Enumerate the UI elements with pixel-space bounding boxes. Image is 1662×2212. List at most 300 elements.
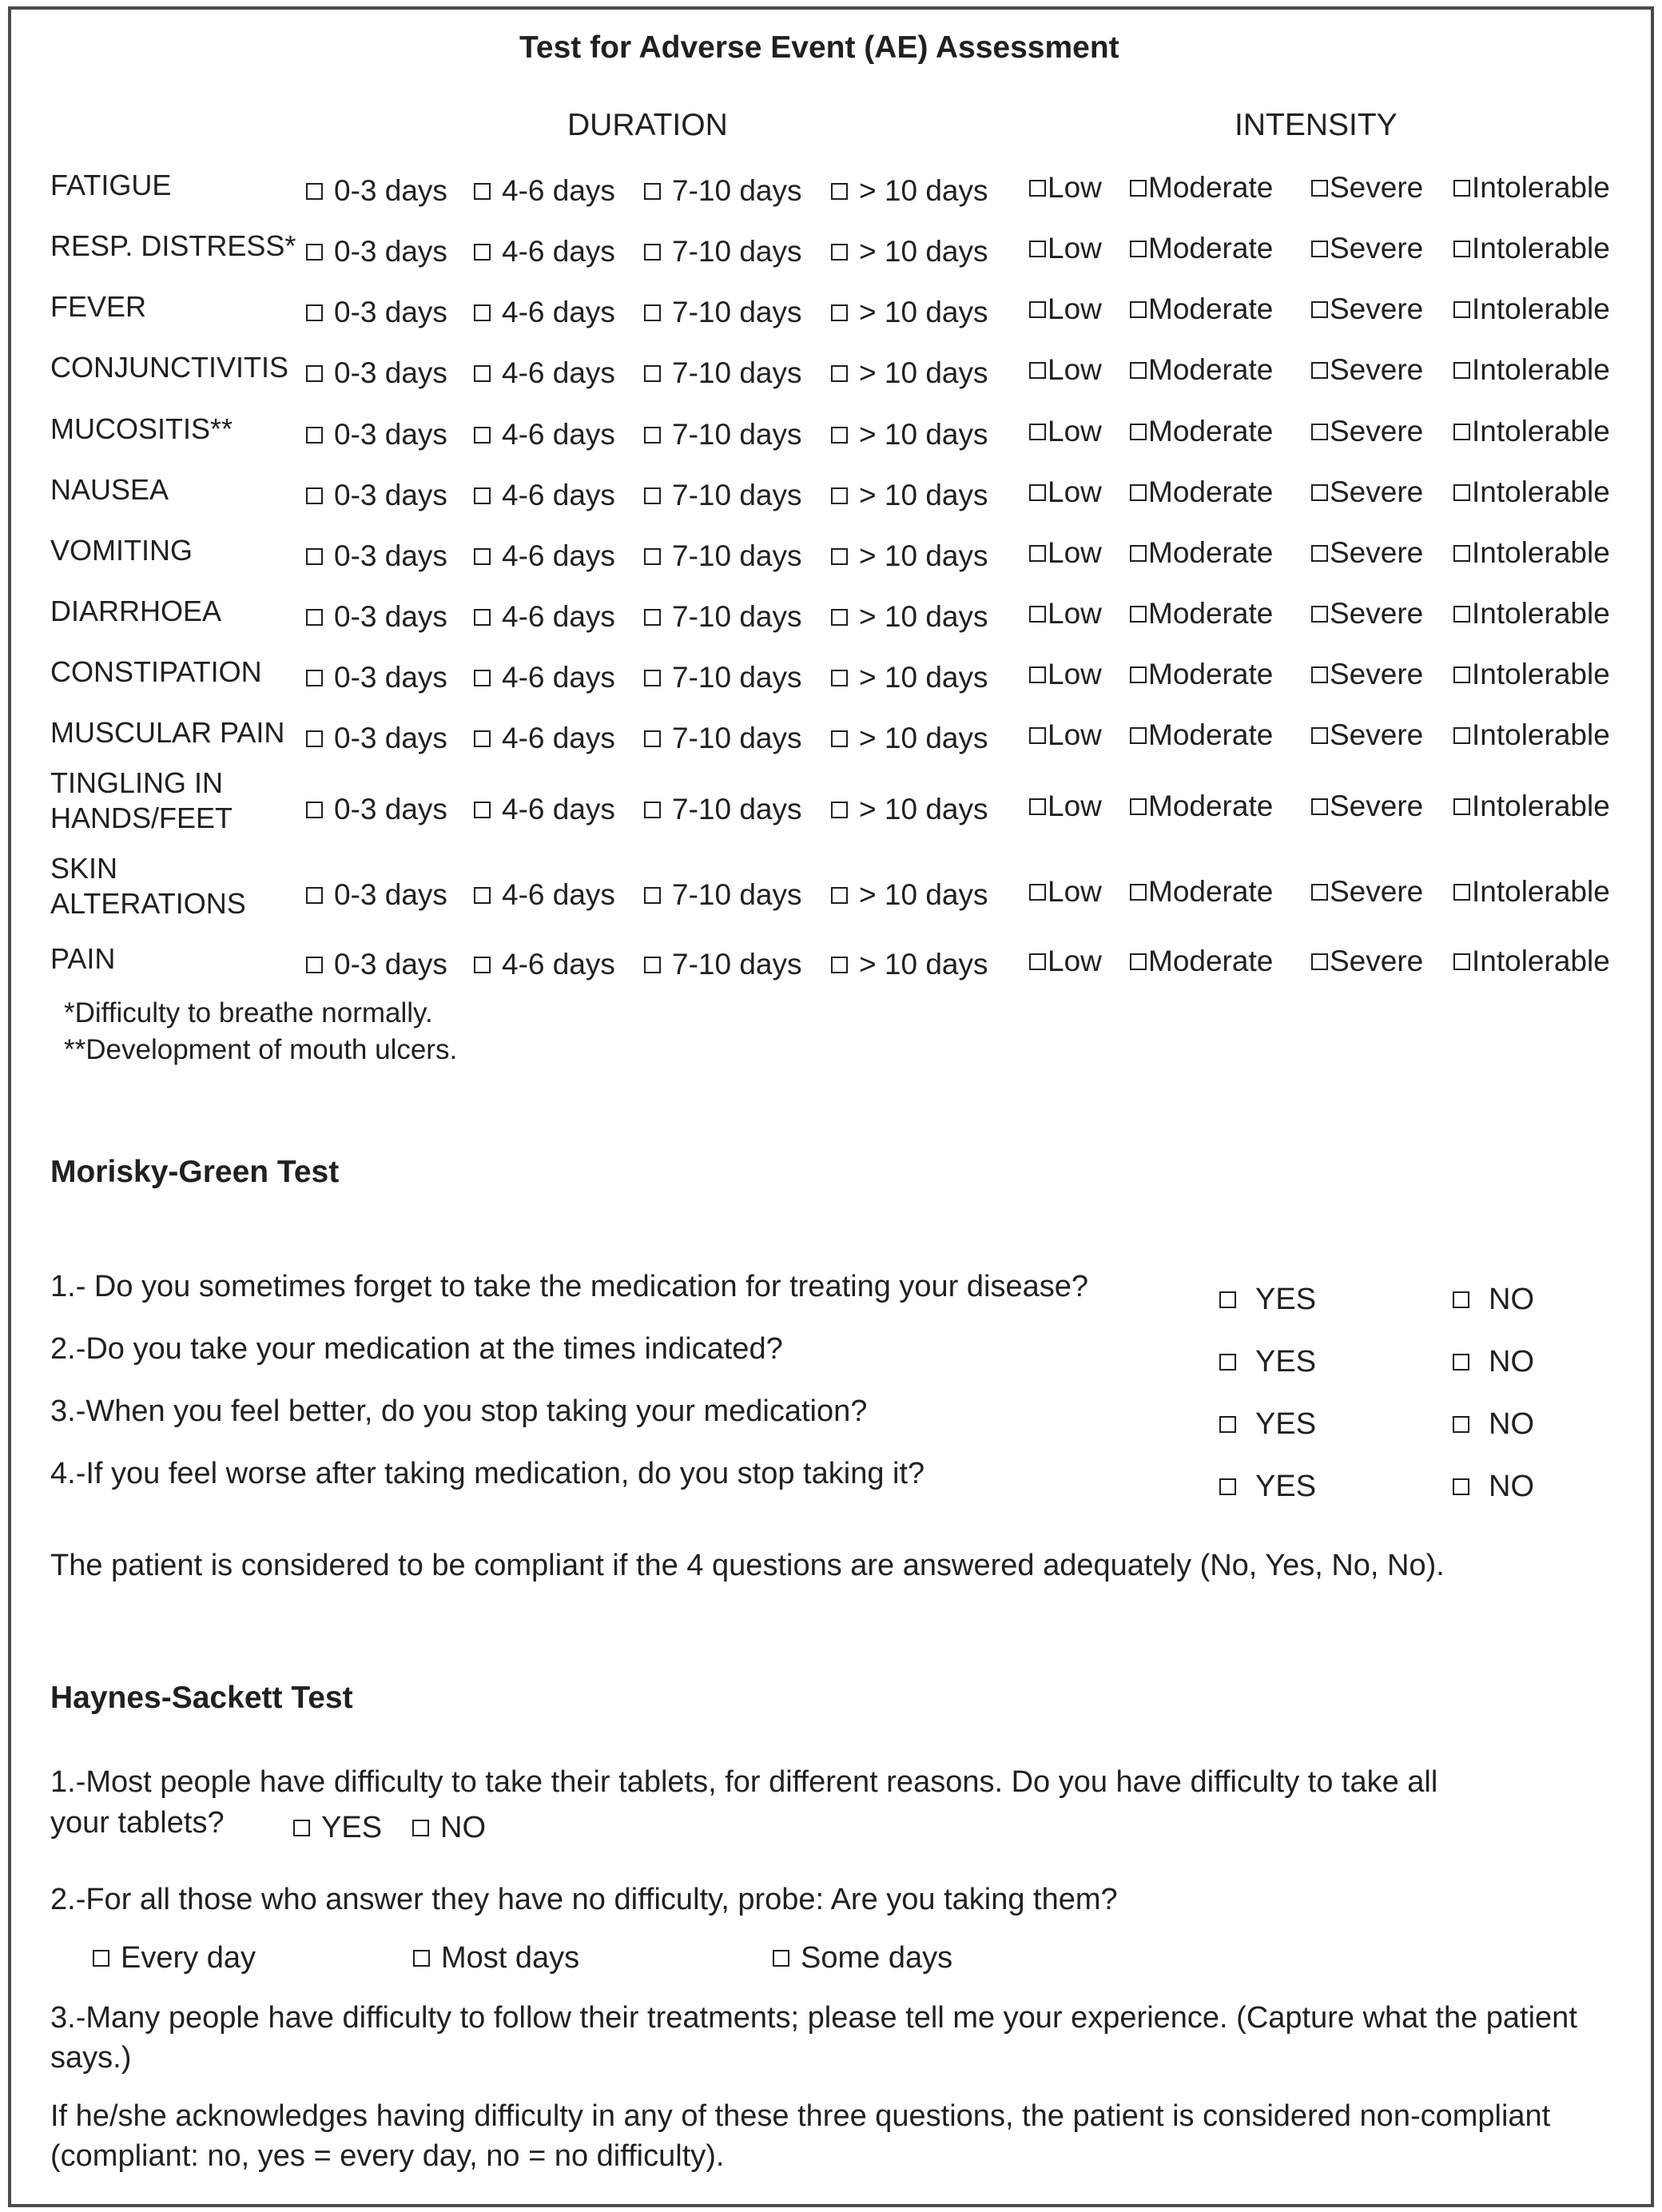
intensity-checkbox[interactable] — [1130, 953, 1147, 970]
ae-event-label: FEVER — [50, 290, 147, 323]
intensity-checkbox[interactable] — [1029, 301, 1046, 318]
duration-option[interactable] — [644, 296, 802, 329]
duration-option[interactable] — [474, 539, 615, 573]
intensity-checkbox[interactable] — [1029, 606, 1046, 623]
duration-option[interactable] — [306, 296, 447, 329]
morisky-title: Morisky-Green Test — [50, 1155, 340, 1189]
intensity-option-label: Low — [1048, 475, 1102, 508]
intensity-option-label: Severe — [1330, 475, 1424, 508]
duration-option[interactable] — [474, 600, 615, 634]
haynes-question-1: 1.-Most people have difficulty to take their tablets, for different reasons. Do you have difficulty to take all — [50, 1765, 1438, 1799]
intensity-option-label: Moderate — [1148, 292, 1274, 325]
intensity-checkbox[interactable] — [1453, 606, 1470, 623]
duration-checkbox[interactable] — [644, 487, 661, 504]
duration-checkbox[interactable] — [644, 609, 661, 626]
intensity-option[interactable] — [1029, 945, 1102, 978]
intensity-option-label: Intolerable — [1472, 171, 1610, 204]
duration-checkbox[interactable] — [474, 802, 491, 818]
intensity-option-label: Intolerable — [1472, 353, 1610, 386]
duration-option-label: 0-3 days — [334, 878, 447, 911]
every-day-label: Every day — [121, 1941, 256, 1975]
duration-option-label: > 10 days — [859, 600, 988, 633]
intensity-option[interactable] — [1130, 232, 1273, 265]
intensity-option-label: Low — [1048, 171, 1102, 204]
duration-checkbox[interactable] — [644, 802, 661, 818]
morisky-q4-yes-option[interactable] — [1219, 1470, 1316, 1504]
duration-option[interactable] — [306, 479, 447, 512]
duration-checkbox[interactable] — [306, 670, 323, 686]
haynes-q1-no-option[interactable] — [412, 1811, 486, 1845]
duration-checkbox[interactable] — [474, 730, 491, 747]
intensity-checkbox[interactable] — [1453, 953, 1470, 970]
duration-checkbox[interactable] — [306, 244, 323, 261]
morisky-yes-checkbox[interactable] — [1219, 1291, 1236, 1308]
duration-option[interactable] — [306, 948, 447, 981]
intensity-checkbox[interactable] — [1311, 362, 1328, 379]
intensity-option[interactable] — [1311, 718, 1423, 752]
intensity-option[interactable] — [1453, 171, 1610, 205]
most-days-label: Most days — [441, 1941, 580, 1975]
intensity-checkbox[interactable] — [1029, 666, 1046, 683]
intensity-option[interactable] — [1311, 415, 1423, 448]
duration-checkbox[interactable] — [474, 183, 491, 200]
duration-checkbox[interactable] — [474, 887, 491, 904]
duration-checkbox[interactable] — [474, 365, 491, 382]
intensity-option-label: Low — [1048, 415, 1102, 448]
duration-checkbox[interactable] — [474, 670, 491, 686]
duration-checkbox[interactable] — [474, 487, 491, 504]
duration-header: DURATION — [567, 108, 728, 142]
intensity-checkbox[interactable] — [1311, 241, 1328, 257]
haynes-q2-most-days-option[interactable] — [413, 1941, 579, 1975]
duration-checkbox[interactable] — [644, 670, 661, 686]
ae-event-label: CONSTIPATION — [50, 655, 262, 688]
haynes-q1-yes-checkbox[interactable] — [293, 1820, 310, 1836]
intensity-checkbox[interactable] — [1130, 545, 1147, 562]
duration-option[interactable] — [306, 600, 447, 634]
morisky-q4-no-option[interactable] — [1453, 1470, 1534, 1504]
form-title: Test for Adverse Event (AE) Assessment — [519, 30, 1119, 65]
intensity-checkbox[interactable] — [1130, 727, 1147, 744]
intensity-option[interactable] — [1130, 353, 1273, 387]
intensity-checkbox[interactable] — [1311, 424, 1328, 440]
ae-event-label: MUCOSITIS** — [50, 412, 233, 445]
intensity-checkbox[interactable] — [1130, 798, 1147, 815]
intensity-checkbox[interactable] — [1029, 798, 1046, 815]
intensity-option[interactable] — [1453, 875, 1610, 909]
duration-option[interactable] — [644, 356, 802, 390]
intensity-option[interactable] — [1453, 232, 1610, 265]
morisky-no-checkbox[interactable] — [1453, 1291, 1469, 1308]
duration-checkbox[interactable] — [474, 548, 491, 565]
ae-event-label: VOMITING — [50, 534, 193, 567]
duration-option[interactable] — [474, 878, 615, 912]
intensity-checkbox[interactable] — [1130, 180, 1147, 197]
duration-option[interactable] — [306, 661, 447, 694]
duration-option[interactable] — [474, 235, 615, 269]
intensity-checkbox[interactable] — [1029, 884, 1046, 901]
intensity-checkbox[interactable] — [1130, 484, 1147, 501]
intensity-checkbox[interactable] — [1453, 241, 1470, 257]
duration-option[interactable] — [306, 418, 447, 452]
haynes-q1-no-checkbox[interactable] — [412, 1820, 429, 1836]
intensity-checkbox[interactable] — [1130, 241, 1147, 257]
duration-checkbox[interactable] — [474, 244, 491, 261]
haynes-q2-every-day-option[interactable] — [93, 1941, 256, 1975]
intensity-option[interactable] — [1029, 475, 1102, 509]
duration-option-label: > 10 days — [859, 356, 988, 389]
some-days-label: Some days — [801, 1941, 953, 1975]
intensity-checkbox[interactable] — [1311, 545, 1328, 562]
duration-option-label: 4-6 days — [502, 793, 615, 826]
duration-checkbox[interactable] — [831, 487, 848, 504]
duration-option[interactable] — [644, 661, 802, 694]
duration-checkbox[interactable] — [306, 609, 323, 626]
duration-option-label: > 10 days — [859, 174, 988, 207]
intensity-option[interactable] — [1130, 536, 1273, 570]
ae-event-label: CONJUNCTIVITIS — [50, 351, 289, 384]
intensity-checkbox[interactable] — [1029, 362, 1046, 379]
intensity-checkbox[interactable] — [1311, 953, 1328, 970]
duration-option[interactable] — [306, 539, 447, 573]
intensity-option[interactable] — [1453, 718, 1610, 752]
intensity-option[interactable] — [1130, 945, 1273, 978]
every-day-checkbox[interactable] — [93, 1950, 109, 1967]
duration-option[interactable] — [831, 878, 988, 912]
intensity-checkbox[interactable] — [1130, 884, 1147, 901]
duration-option[interactable] — [474, 418, 615, 452]
duration-checkbox[interactable] — [306, 548, 323, 565]
intensity-checkbox[interactable] — [1453, 180, 1470, 197]
intensity-checkbox[interactable] — [1453, 484, 1470, 501]
intensity-option[interactable] — [1029, 597, 1102, 631]
duration-option[interactable] — [306, 174, 447, 208]
duration-option[interactable] — [644, 878, 802, 912]
duration-option-label: > 10 days — [859, 479, 988, 511]
intensity-option[interactable] — [1029, 658, 1102, 691]
duration-checkbox[interactable] — [306, 730, 323, 747]
intensity-option[interactable] — [1311, 292, 1423, 326]
duration-option[interactable] — [831, 948, 988, 981]
intensity-option[interactable] — [1029, 875, 1102, 909]
duration-checkbox[interactable] — [831, 887, 848, 904]
duration-checkbox[interactable] — [644, 730, 661, 747]
intensity-option-label: Low — [1048, 536, 1102, 569]
duration-checkbox[interactable] — [831, 609, 848, 626]
duration-checkbox[interactable] — [306, 957, 323, 973]
duration-checkbox[interactable] — [474, 427, 491, 444]
intensity-option[interactable] — [1453, 658, 1610, 691]
duration-option-label: 0-3 days — [334, 722, 447, 754]
duration-option[interactable] — [306, 235, 447, 269]
intensity-option[interactable] — [1453, 536, 1610, 570]
intensity-option-label: Moderate — [1148, 597, 1274, 630]
intensity-option-label: Moderate — [1148, 658, 1274, 690]
intensity-option-label: Severe — [1330, 945, 1424, 977]
intensity-option[interactable] — [1130, 292, 1273, 326]
duration-option[interactable] — [831, 174, 988, 208]
intensity-checkbox[interactable] — [1311, 484, 1328, 501]
duration-option[interactable] — [644, 539, 802, 573]
duration-option[interactable] — [474, 793, 615, 826]
duration-checkbox[interactable] — [831, 427, 848, 444]
duration-option[interactable] — [831, 235, 988, 269]
duration-option-label: 4-6 days — [502, 418, 615, 451]
intensity-checkbox[interactable] — [1029, 180, 1046, 197]
intensity-option-label: Intolerable — [1472, 945, 1610, 977]
duration-option-label: 7-10 days — [672, 479, 802, 511]
footnote-mucositis: **Development of mouth ulcers. — [64, 1034, 458, 1065]
ae-event-label: TINGLING IN HANDS/FEET — [50, 766, 233, 834]
duration-checkbox[interactable] — [831, 730, 848, 747]
duration-option[interactable] — [831, 661, 988, 694]
duration-option[interactable] — [474, 661, 615, 694]
intensity-option[interactable] — [1311, 875, 1423, 909]
morisky-yes-label: YES — [1255, 1283, 1317, 1316]
intensity-option[interactable] — [1130, 415, 1273, 448]
intensity-option-label: Severe — [1330, 536, 1424, 569]
intensity-option[interactable] — [1311, 945, 1423, 978]
intensity-checkbox[interactable] — [1453, 424, 1470, 440]
intensity-option[interactable] — [1311, 790, 1423, 823]
duration-checkbox[interactable] — [831, 365, 848, 382]
morisky-yes-checkbox[interactable] — [1219, 1416, 1236, 1433]
intensity-checkbox[interactable] — [1453, 727, 1470, 744]
intensity-checkbox[interactable] — [1311, 727, 1328, 744]
duration-option[interactable] — [644, 793, 802, 826]
duration-checkbox[interactable] — [644, 304, 661, 321]
intensity-checkbox[interactable] — [1453, 545, 1470, 562]
haynes-q1-yes-option[interactable] — [293, 1811, 382, 1845]
intensity-checkbox[interactable] — [1453, 884, 1470, 901]
morisky-yes-label: YES — [1255, 1345, 1317, 1379]
intensity-option[interactable] — [1311, 658, 1423, 691]
duration-checkbox[interactable] — [644, 957, 661, 973]
intensity-checkbox[interactable] — [1453, 362, 1470, 379]
duration-option[interactable] — [474, 174, 615, 208]
ae-event-label: PAIN — [50, 942, 116, 975]
duration-option-label: 0-3 days — [334, 479, 447, 511]
morisky-q1-no-option[interactable] — [1453, 1283, 1534, 1317]
intensity-checkbox[interactable] — [1311, 180, 1328, 197]
intensity-checkbox[interactable] — [1130, 666, 1147, 683]
intensity-option[interactable] — [1311, 475, 1423, 509]
intensity-option[interactable] — [1311, 597, 1423, 631]
intensity-option-label: Moderate — [1148, 718, 1274, 751]
intensity-option[interactable] — [1453, 353, 1610, 387]
duration-checkbox[interactable] — [644, 365, 661, 382]
morisky-q3-no-option[interactable] — [1453, 1407, 1534, 1442]
intensity-option[interactable] — [1130, 475, 1273, 509]
form-frame — [8, 6, 1654, 2207]
intensity-checkbox[interactable] — [1130, 362, 1147, 379]
duration-checkbox[interactable] — [831, 304, 848, 321]
morisky-q2-no-option[interactable] — [1453, 1345, 1534, 1379]
duration-option[interactable] — [474, 479, 615, 512]
duration-option[interactable] — [644, 722, 802, 755]
duration-checkbox[interactable] — [644, 427, 661, 444]
duration-checkbox[interactable] — [831, 670, 848, 686]
duration-option-label: 0-3 days — [334, 661, 447, 694]
duration-option[interactable] — [831, 600, 988, 634]
intensity-option-label: Low — [1048, 875, 1102, 908]
duration-option-label: 4-6 days — [502, 296, 615, 328]
duration-option[interactable] — [644, 600, 802, 634]
intensity-option[interactable] — [1453, 945, 1610, 978]
duration-option-label: 0-3 days — [334, 235, 447, 268]
duration-option[interactable] — [474, 948, 615, 981]
morisky-yes-checkbox[interactable] — [1219, 1354, 1236, 1371]
duration-option[interactable] — [474, 356, 615, 390]
most-days-checkbox[interactable] — [413, 1950, 430, 1967]
duration-checkbox[interactable] — [306, 487, 323, 504]
duration-option-label: 7-10 days — [672, 793, 802, 826]
intensity-checkbox[interactable] — [1311, 606, 1328, 623]
intensity-option-label: Intolerable — [1472, 597, 1610, 630]
duration-checkbox[interactable] — [831, 244, 848, 261]
intensity-checkbox[interactable] — [1130, 606, 1147, 623]
intensity-checkbox[interactable] — [1311, 798, 1328, 815]
intensity-option[interactable] — [1130, 718, 1273, 752]
intensity-option[interactable] — [1130, 171, 1273, 205]
duration-checkbox[interactable] — [831, 183, 848, 200]
duration-checkbox[interactable] — [644, 244, 661, 261]
duration-option-label: 4-6 days — [502, 878, 615, 911]
duration-option[interactable] — [306, 722, 447, 755]
intensity-option-label: Moderate — [1148, 945, 1274, 977]
haynes-q2-some-days-option[interactable] — [773, 1941, 952, 1975]
duration-option[interactable] — [644, 174, 802, 208]
intensity-checkbox[interactable] — [1311, 666, 1328, 683]
ae-event-label: SKIN ALTERATIONS — [50, 852, 246, 920]
ae-event-label: MUSCULAR PAIN — [50, 716, 285, 749]
duration-option[interactable] — [644, 479, 802, 512]
intensity-option[interactable] — [1453, 415, 1610, 448]
duration-option[interactable] — [831, 539, 988, 573]
intensity-option[interactable] — [1029, 415, 1102, 448]
duration-checkbox[interactable] — [644, 887, 661, 904]
morisky-no-checkbox[interactable] — [1453, 1478, 1469, 1495]
duration-option[interactable] — [831, 356, 988, 390]
duration-option[interactable] — [831, 722, 988, 755]
intensity-checkbox[interactable] — [1453, 301, 1470, 318]
duration-checkbox[interactable] — [306, 183, 323, 200]
intensity-option[interactable] — [1453, 475, 1610, 509]
duration-option-label: > 10 days — [859, 418, 988, 451]
duration-option[interactable] — [644, 235, 802, 269]
intensity-option[interactable] — [1311, 536, 1423, 570]
morisky-no-checkbox[interactable] — [1453, 1416, 1469, 1433]
duration-checkbox[interactable] — [306, 365, 323, 382]
duration-option[interactable] — [831, 793, 988, 826]
intensity-checkbox[interactable] — [1130, 424, 1147, 440]
duration-checkbox[interactable] — [306, 887, 323, 904]
intensity-option[interactable] — [1453, 597, 1610, 631]
duration-option[interactable] — [831, 479, 988, 512]
intensity-option-label: Moderate — [1148, 875, 1274, 908]
intensity-option[interactable] — [1130, 790, 1273, 823]
intensity-checkbox[interactable] — [1311, 884, 1328, 901]
intensity-option[interactable] — [1453, 292, 1610, 326]
morisky-question-3: 3.-When you feel better, do you stop taking your medication? — [50, 1394, 868, 1428]
intensity-checkbox[interactable] — [1130, 301, 1147, 318]
duration-option-label: 4-6 days — [502, 235, 615, 268]
duration-checkbox[interactable] — [474, 609, 491, 626]
intensity-checkbox[interactable] — [1029, 953, 1046, 970]
intensity-checkbox[interactable] — [1311, 301, 1328, 318]
intensity-option-label: Severe — [1330, 597, 1424, 630]
duration-option[interactable] — [306, 878, 447, 912]
intensity-checkbox[interactable] — [1029, 545, 1046, 562]
intensity-checkbox[interactable] — [1453, 666, 1470, 683]
duration-option[interactable] — [474, 296, 615, 329]
duration-checkbox[interactable] — [831, 957, 848, 973]
duration-checkbox[interactable] — [474, 957, 491, 973]
duration-checkbox[interactable] — [831, 548, 848, 565]
intensity-option-label: Moderate — [1148, 171, 1274, 204]
duration-checkbox[interactable] — [831, 802, 848, 818]
intensity-option[interactable] — [1453, 790, 1610, 823]
morisky-no-checkbox[interactable] — [1453, 1354, 1469, 1371]
intensity-checkbox[interactable] — [1029, 727, 1046, 744]
duration-checkbox[interactable] — [306, 427, 323, 444]
duration-checkbox[interactable] — [644, 183, 661, 200]
duration-option[interactable] — [831, 296, 988, 329]
duration-checkbox[interactable] — [474, 304, 491, 321]
intensity-option-label: Moderate — [1148, 353, 1274, 386]
morisky-q1-yes-option[interactable] — [1219, 1283, 1316, 1317]
intensity-checkbox[interactable] — [1029, 424, 1046, 440]
duration-checkbox[interactable] — [644, 548, 661, 565]
intensity-option-label: Moderate — [1148, 415, 1274, 448]
duration-option[interactable] — [306, 793, 447, 826]
intensity-option[interactable] — [1029, 536, 1102, 570]
intensity-option[interactable] — [1311, 171, 1423, 205]
intensity-option[interactable] — [1311, 232, 1423, 265]
intensity-option[interactable] — [1130, 597, 1273, 631]
haynes-q1-no-label: NO — [440, 1811, 486, 1844]
morisky-yes-checkbox[interactable] — [1219, 1478, 1236, 1495]
intensity-checkbox[interactable] — [1029, 484, 1046, 501]
intensity-option[interactable] — [1029, 292, 1102, 326]
intensity-option[interactable] — [1130, 658, 1273, 691]
intensity-option[interactable] — [1311, 353, 1423, 387]
duration-option-label: > 10 days — [859, 878, 988, 911]
morisky-q3-yes-option[interactable] — [1219, 1407, 1316, 1442]
duration-option[interactable] — [306, 356, 447, 390]
duration-checkbox[interactable] — [306, 802, 323, 818]
morisky-q2-yes-option[interactable] — [1219, 1345, 1316, 1379]
intensity-option[interactable] — [1029, 171, 1102, 205]
duration-option-label: 4-6 days — [502, 600, 615, 633]
intensity-option[interactable] — [1029, 353, 1102, 387]
duration-option[interactable] — [644, 418, 802, 452]
duration-option-label: 7-10 days — [672, 418, 802, 451]
intensity-checkbox[interactable] — [1453, 798, 1470, 815]
duration-option[interactable] — [644, 948, 802, 981]
intensity-checkbox[interactable] — [1029, 241, 1046, 257]
intensity-option[interactable] — [1029, 718, 1102, 752]
intensity-option[interactable] — [1130, 875, 1273, 909]
duration-option-label: 4-6 days — [502, 479, 615, 511]
duration-checkbox[interactable] — [306, 304, 323, 321]
duration-option[interactable] — [474, 722, 615, 755]
intensity-option[interactable] — [1029, 232, 1102, 265]
duration-option[interactable] — [831, 418, 988, 452]
intensity-option[interactable] — [1029, 790, 1102, 823]
duration-option-label: 0-3 days — [334, 296, 447, 328]
some-days-checkbox[interactable] — [773, 1950, 789, 1967]
